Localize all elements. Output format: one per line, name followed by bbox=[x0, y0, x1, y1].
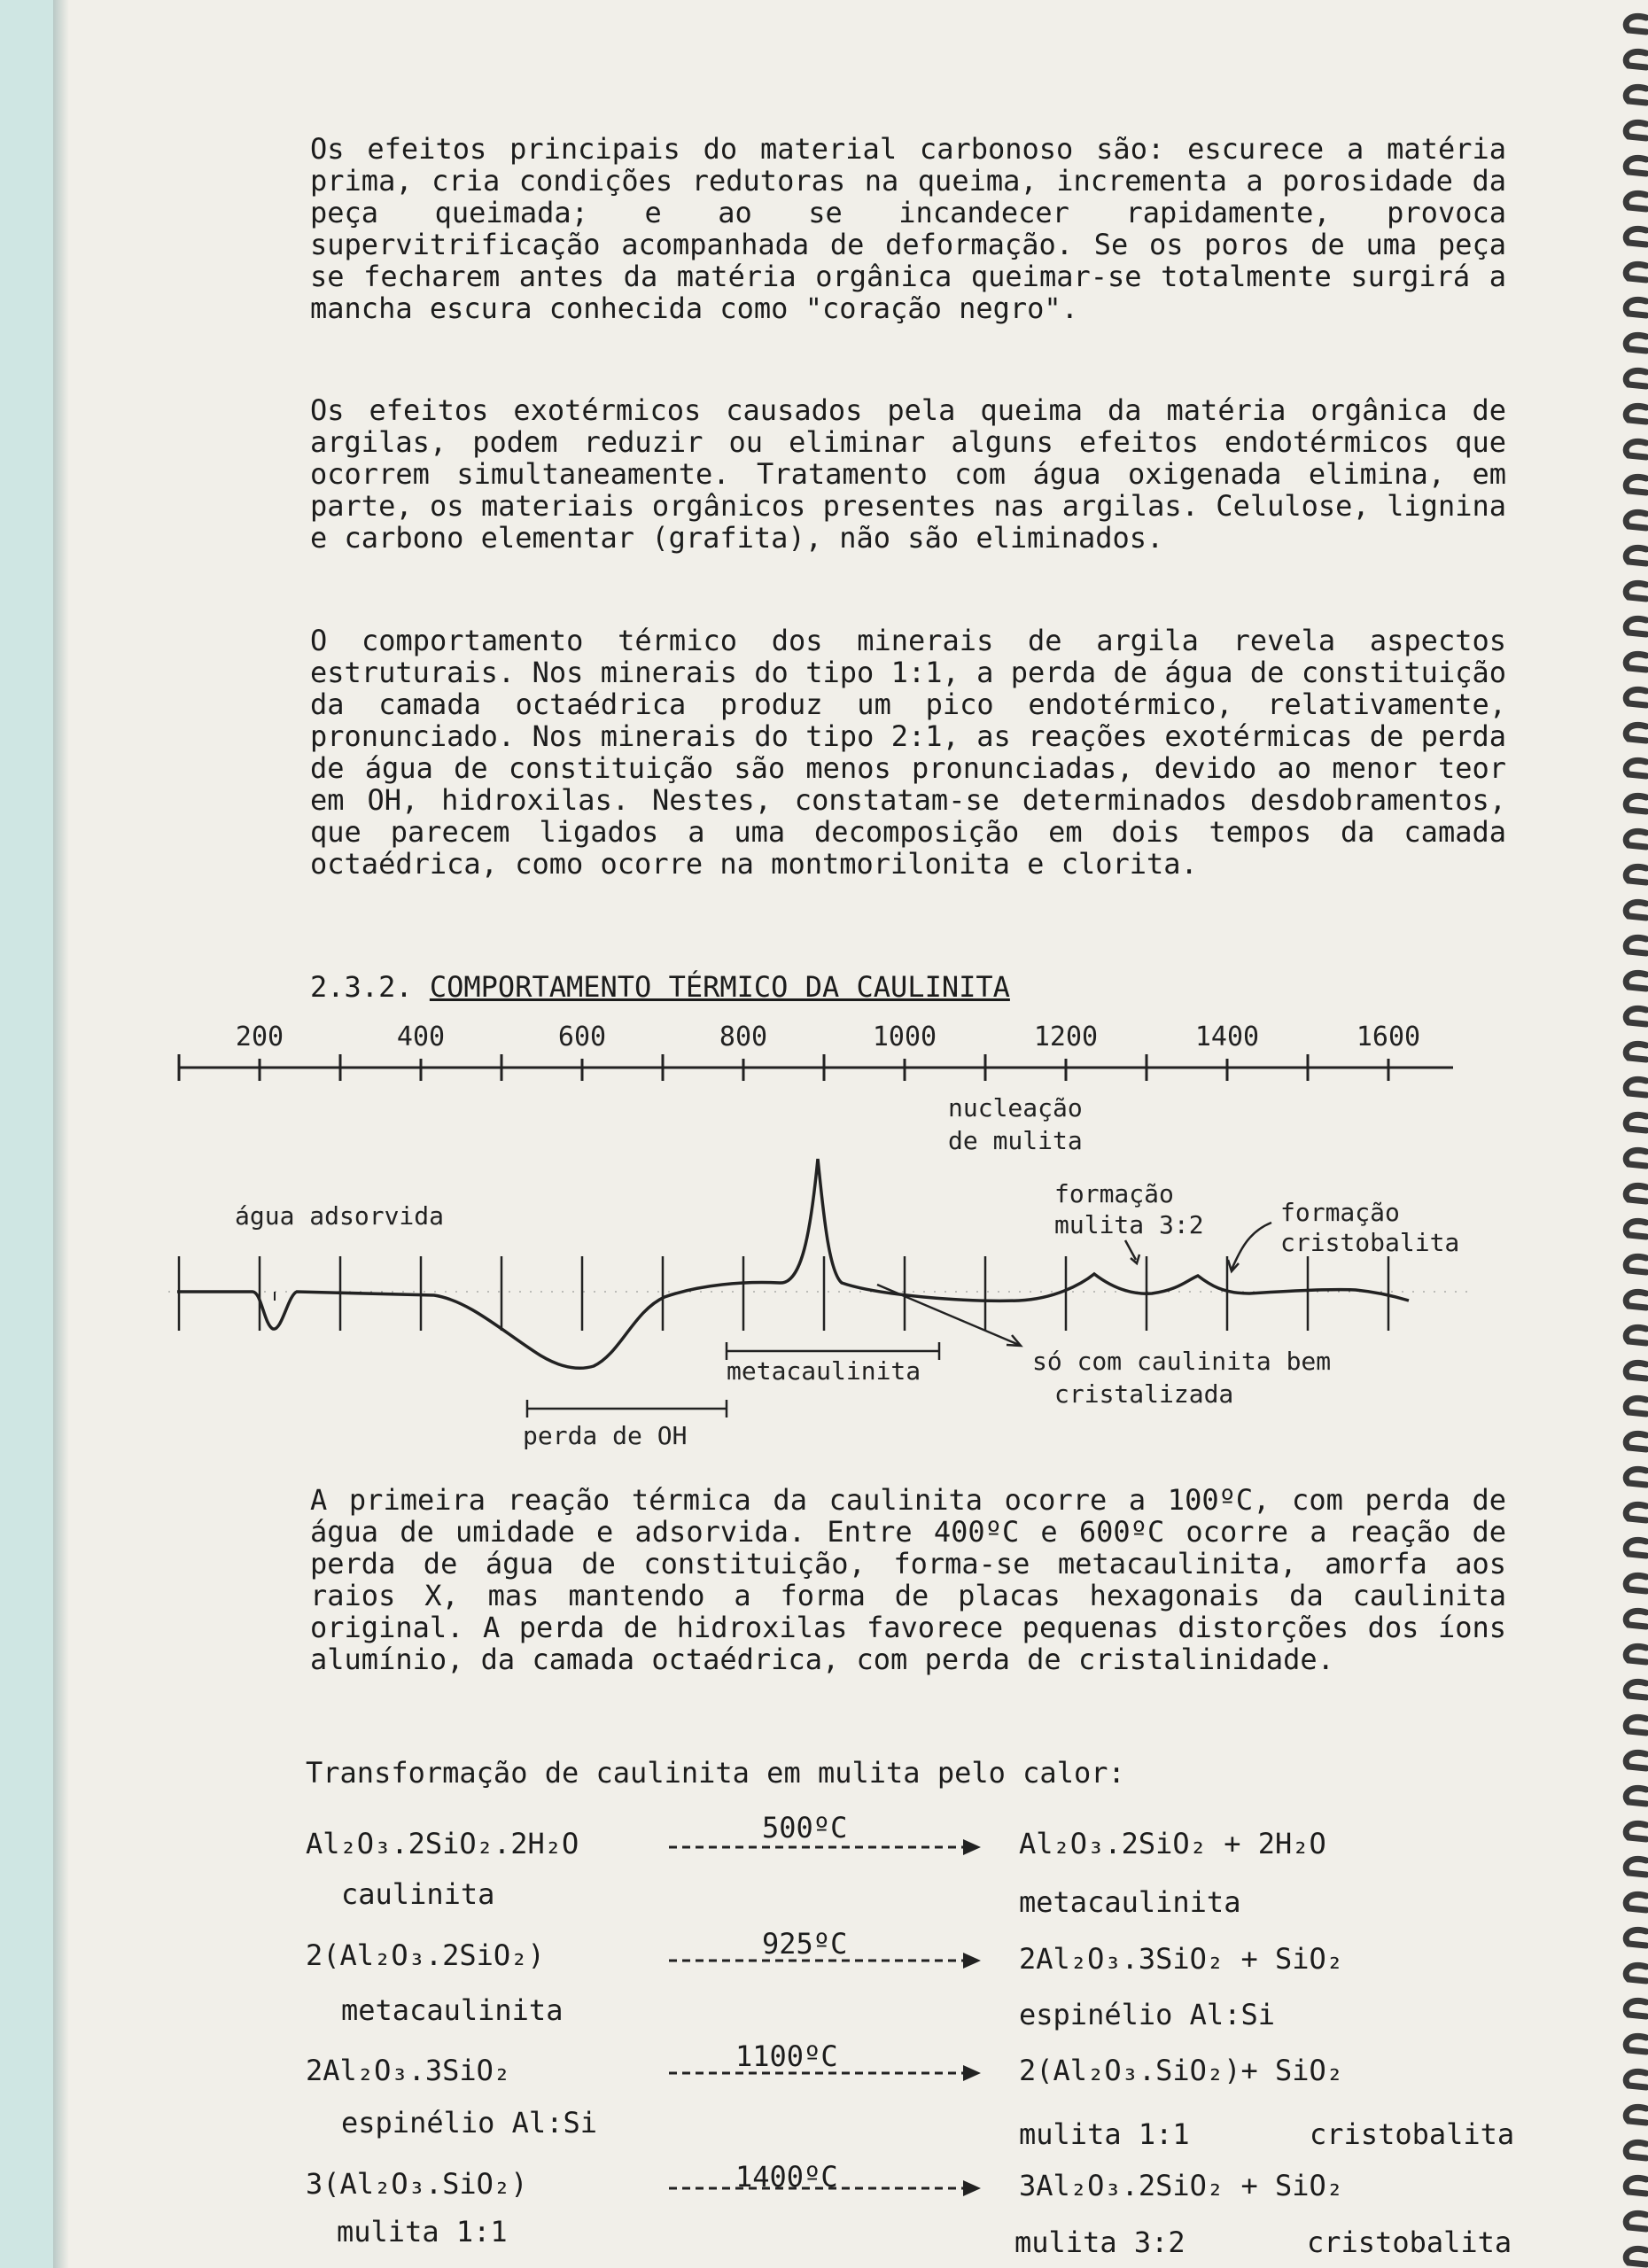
spiral-coil bbox=[1626, 1398, 1646, 1414]
reaction-arrow bbox=[669, 2175, 988, 2202]
scale-label: 1600 bbox=[1356, 1021, 1421, 1052]
spiral-coil bbox=[1626, 477, 1646, 493]
paragraph-1: Os efeitos principais do material carbonoso são: escurece a matéria prima, cria condições redutoras na queima, incrementa a porosidade da peça queimada; e ao se incandecer rapidamente, provoca supervitrificação acompanhada de deformação. Se os poros de uma peça se fecharem antes da matéria orgânica queimar-se totalmente surgirá a mancha escura conhecida como "coração negro". bbox=[310, 132, 1506, 325]
reaction-arrow bbox=[669, 1947, 988, 1974]
dta-curve-group bbox=[168, 1159, 1471, 1368]
spiral-coil bbox=[1626, 1930, 1646, 1946]
scale-label: 1200 bbox=[1033, 1021, 1099, 1052]
spiral-coil bbox=[1626, 1717, 1646, 1733]
reactant-name: metacaulinita bbox=[341, 1993, 564, 2027]
spiral-coil bbox=[1626, 2036, 1646, 2052]
thermal-analysis-diagram bbox=[168, 1019, 1471, 1462]
spiral-coil bbox=[1626, 1894, 1646, 1910]
label-formacao-mulita-2: mulita 3:2 bbox=[1054, 1210, 1204, 1239]
spiral-coil bbox=[1626, 1327, 1646, 1343]
spiral-coil bbox=[1626, 2142, 1646, 2158]
reaction-arrow bbox=[669, 2060, 988, 2086]
temperature-scale bbox=[179, 1021, 1453, 1081]
spiral-coil bbox=[1626, 1185, 1646, 1201]
spiral-coil bbox=[1626, 1682, 1646, 1697]
product-formula: 3Al₂O₃.2SiO₂ + SiO₂ bbox=[1019, 2169, 1344, 2202]
diagram-annotations bbox=[235, 1093, 1459, 1450]
reaction-temperature: 500ºC bbox=[762, 1811, 848, 1845]
spiral-coil bbox=[1626, 1504, 1646, 1520]
spiral-coil bbox=[1626, 548, 1646, 563]
spiral-coil bbox=[1626, 1363, 1646, 1379]
spiral-coil bbox=[1626, 973, 1646, 989]
product-name: mulita 1:1 bbox=[1019, 2117, 1190, 2151]
spiral-coil bbox=[1626, 441, 1646, 457]
label-agua-adsorvida: água adsorvida bbox=[235, 1201, 445, 1231]
product-extra: cristobalita bbox=[1310, 2117, 1515, 2151]
spiral-coil bbox=[1626, 229, 1646, 245]
spiral-coil bbox=[1626, 16, 1646, 32]
label-so-caulinita-2: cristalizada bbox=[1054, 1379, 1234, 1409]
label-formacao-mulita-1: formação bbox=[1054, 1179, 1174, 1208]
product-name: espinélio Al:Si bbox=[1019, 1998, 1275, 2031]
paragraph-2: Os efeitos exotérmicos causados pela queima da matéria orgânica de argilas, podem reduzir ou eliminar alguns efeitos endotérmicos que ocorrem simultaneamente. Tratamento com água oxigenada elimina, em parte, os materiais orgânicos presentes nas argilas. Celulose, lignina e carbono elementar (grafita), não são eliminados. bbox=[310, 393, 1506, 555]
scale-label: 400 bbox=[396, 1021, 446, 1052]
reaction-temperature: 925ºC bbox=[762, 1927, 848, 1961]
spiral-coil bbox=[1626, 1292, 1646, 1308]
reaction-temperature: 1100ºC bbox=[735, 2039, 838, 2073]
label-perda-oh: perda de OH bbox=[523, 1421, 688, 1450]
spiral-coil bbox=[1626, 158, 1646, 174]
spiral-coil bbox=[1626, 1788, 1646, 1804]
reactant-name: mulita 1:1 bbox=[337, 2215, 508, 2249]
spiral-coil bbox=[1626, 2178, 1646, 2194]
spiral-coil bbox=[1626, 2071, 1646, 2087]
spiral-coil bbox=[1626, 51, 1646, 67]
spiral-coil bbox=[1626, 370, 1646, 386]
spiral-coil bbox=[1626, 2213, 1646, 2229]
spiral-coil bbox=[1626, 264, 1646, 280]
reactant-formula: 3(Al₂O₃.SiO₂) bbox=[306, 2167, 528, 2201]
label-so-caulinita-1: só com caulinita bem bbox=[1032, 1347, 1332, 1376]
spiral-coil bbox=[1626, 937, 1646, 953]
paragraph-4: A primeira reação térmica da caulinita ocorre a 100ºC, com perda de água de umidade e adsorvida. Entre 400ºC e 600ºC ocorre a reação de perda de água de constituição, forma-se metacaulinita, amorfa aos raios X, mas mantendo a forma de placas hexagonais da caulinita original. A perda de hidroxilas favorece pequenas distorções dos íons alumínio, da camada octaédrica, com perda de cristalinidade. bbox=[310, 1483, 1506, 1676]
scale-label: 800 bbox=[719, 1021, 768, 1052]
scale-label: 1000 bbox=[872, 1021, 937, 1052]
spiral-coil bbox=[1626, 1823, 1646, 1839]
spiral-coil bbox=[1626, 1469, 1646, 1485]
reactant-formula: 2(Al₂O₃.2SiO₂) bbox=[306, 1938, 545, 1972]
spiral-coil bbox=[1626, 689, 1646, 705]
label-nucleacao-2: de mulita bbox=[948, 1126, 1083, 1155]
spiral-coil bbox=[1626, 335, 1646, 351]
spiral-coil bbox=[1626, 1115, 1646, 1130]
spiral-coil bbox=[1626, 654, 1646, 670]
scale-label: 600 bbox=[557, 1021, 607, 1052]
spiral-coil bbox=[1626, 193, 1646, 209]
spiral-coil bbox=[1626, 1008, 1646, 1024]
spiral-coil bbox=[1626, 1965, 1646, 1981]
spiral-coil bbox=[1626, 796, 1646, 812]
page-edge-shadow bbox=[53, 0, 69, 2268]
section-number: 2.3.2. bbox=[310, 970, 413, 1004]
transformation-heading: Transformação de caulinita em mulita pelo calor: bbox=[306, 1756, 1125, 1790]
spiral-coil bbox=[1626, 1150, 1646, 1166]
spiral-coil bbox=[1626, 1079, 1646, 1095]
scale-label: 200 bbox=[235, 1021, 284, 1052]
page-edge bbox=[0, 0, 53, 2268]
label-formacao-crist-2: cristobalita bbox=[1280, 1228, 1460, 1257]
spiral-coil bbox=[1626, 512, 1646, 528]
spiral-coil bbox=[1626, 2107, 1646, 2123]
product-formula: Al₂O₃.2SiO₂ + 2H₂O bbox=[1019, 1827, 1326, 1860]
spiral-binding bbox=[1613, 0, 1648, 2268]
label-nucleacao-1: nucleação bbox=[948, 1093, 1083, 1122]
paragraph-3: O comportamento térmico dos minerais de argila revela aspectos estruturais. Nos minerais do tipo 1:1, a perda de água de constituição da camada octaédrica produz um pico endotérmico, relativamente, pronunciado. Nos minerais do tipo 2:1, as reações exotérmicas de perda de água de constituição são menos pronunciadas, devido ao menor teor em OH, hidroxilas. Nestes, constatam-se determinados desdobramentos, que parecem ligados a uma decomposição em dois tempos da camada octaédrica, como ocorre na montmorilonita e clorita. bbox=[310, 624, 1506, 881]
label-metacaulinita: metacaulinita bbox=[727, 1356, 921, 1386]
reaction-arrow bbox=[669, 1834, 988, 1860]
spiral-coil bbox=[1626, 583, 1646, 599]
product-name: metacaulinita bbox=[1019, 1885, 1241, 1919]
product-extra: cristobalita bbox=[1307, 2225, 1512, 2259]
product-name: mulita 3:2 bbox=[1014, 2225, 1185, 2259]
spiral-coil bbox=[1626, 406, 1646, 422]
reaction-temperature: 1400ºC bbox=[735, 2160, 838, 2194]
spiral-coil bbox=[1626, 1540, 1646, 1556]
spiral-coil bbox=[1626, 1044, 1646, 1060]
spiral-coil bbox=[1626, 1575, 1646, 1591]
reactant-formula: 2Al₂O₃.3SiO₂ bbox=[306, 2054, 511, 2087]
scale-label: 1400 bbox=[1194, 1021, 1260, 1052]
reactant-name: espinélio Al:Si bbox=[341, 2106, 597, 2140]
spiral-coil bbox=[1626, 122, 1646, 138]
spiral-coil bbox=[1626, 1221, 1646, 1237]
spiral-coil bbox=[1626, 87, 1646, 103]
reactant-formula: Al₂O₃.2SiO₂.2H₂O bbox=[306, 1827, 579, 1860]
reactant-name: caulinita bbox=[341, 1877, 495, 1911]
spiral-coil bbox=[1626, 725, 1646, 741]
spiral-coil bbox=[1626, 1752, 1646, 1768]
section-heading bbox=[310, 970, 1010, 1004]
spiral-coil bbox=[1626, 2249, 1646, 2264]
spiral-coil bbox=[1626, 760, 1646, 776]
spiral-coil bbox=[1626, 831, 1646, 847]
spiral-coil bbox=[1626, 1646, 1646, 1662]
spiral-coil bbox=[1626, 1611, 1646, 1627]
spiral-coil bbox=[1626, 866, 1646, 882]
spiral-coil bbox=[1626, 299, 1646, 315]
spiral-coil bbox=[1626, 902, 1646, 918]
dta-curve bbox=[177, 1159, 1409, 1368]
product-formula: 2(Al₂O₃.SiO₂)+ SiO₂ bbox=[1019, 2054, 1344, 2087]
product-formula: 2Al₂O₃.3SiO₂ + SiO₂ bbox=[1019, 1942, 1344, 1976]
spiral-coil bbox=[1626, 1859, 1646, 1875]
section-title: COMPORTAMENTO TÉRMICO DA CAULINITA bbox=[429, 970, 1010, 1004]
spiral-coil bbox=[1626, 2000, 1646, 2016]
spiral-coil bbox=[1626, 618, 1646, 634]
spiral-coil bbox=[1626, 1433, 1646, 1449]
spiral-coil bbox=[1626, 1256, 1646, 1272]
label-formacao-crist-1: formação bbox=[1280, 1198, 1400, 1227]
